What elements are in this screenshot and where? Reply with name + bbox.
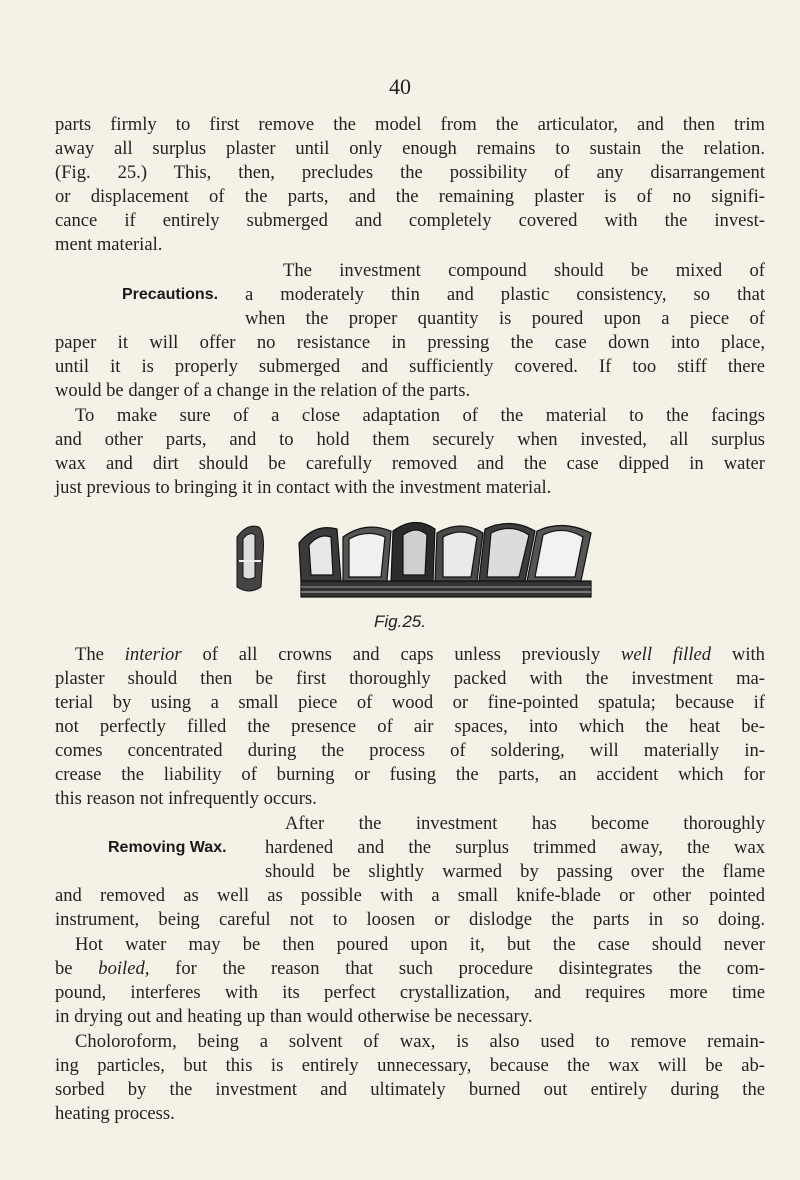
- text-line: away all surplus plaster until only enough remains to sustain the relation.: [55, 138, 765, 159]
- text-line: wax and dirt should be carefully removed and the case dipped in water: [55, 453, 765, 474]
- text-line: this reason not infrequently occurs.: [55, 788, 317, 809]
- text-line: terial by using a small piece of wood or fine-pointed spatula; because if: [55, 692, 765, 713]
- text-line: pound, interferes with its perfect crystallization, and requires more time: [55, 982, 765, 1003]
- single-crown: [237, 526, 264, 591]
- text-line: until it is properly submerged and sufficiently covered. If too stiff there: [55, 356, 765, 377]
- text-line: heating process.: [55, 1103, 175, 1124]
- text-line: (Fig. 25.) This, then, precludes the possibility of any disarrangement: [55, 162, 765, 183]
- text-line: just previous to bringing it in contact with the investment material.: [55, 477, 552, 498]
- side-head-precautions: Precautions.: [122, 286, 219, 303]
- text-line: paper it will offer no resistance in pressing the case down into place,: [55, 332, 765, 353]
- text-line: Choloroform, being a solvent of wax, is also used to remove remain-: [75, 1031, 765, 1052]
- text-line: or displacement of the parts, and the remaining plaster is of no signifi-: [55, 186, 765, 207]
- text-line: and other parts, and to hold them securely when invested, all surplus: [55, 429, 765, 450]
- text-line: crease the liability of burning or fusing the parts, an accident which for: [55, 764, 765, 785]
- text-line: To make sure of a close adaptation of the material to the facings: [75, 405, 765, 426]
- text-line: The investment compound should be mixed of: [283, 260, 765, 281]
- side-head-removing-wax: Removing Wax.: [108, 839, 227, 856]
- figure-25-bridge-illustration: [225, 515, 605, 610]
- text-line: and removed as well as possible with a small knife-blade or other pointed: [55, 885, 765, 906]
- figure-caption: Fig.25.: [374, 612, 426, 631]
- text-line: would be danger of a change in the relation of the parts.: [55, 380, 471, 401]
- text-line: The interior of all crowns and caps unless previously well filled with: [75, 644, 765, 665]
- text-line: comes concentrated during the process of soldering, will materially in-: [55, 740, 765, 761]
- text-line: when the proper quantity is poured upon a piece of: [245, 308, 765, 329]
- text-line: not perfectly filled the presence of air spaces, into which the heat be-: [55, 716, 765, 737]
- text-line: ment material.: [55, 234, 163, 255]
- text-line: should be slightly warmed by passing over the flame: [265, 861, 765, 882]
- text-line: After the investment has become thoroughly: [285, 813, 765, 834]
- text-line: ing particles, but this is entirely unnecessary, because the wax will be ab-: [55, 1055, 765, 1076]
- text-line: plaster should then be first thoroughly packed with the investment ma-: [55, 668, 765, 689]
- text-line: hardened and the surplus trimmed away, the wax: [265, 837, 765, 858]
- text-line: sorbed by the investment and ultimately burned out entirely during the: [55, 1079, 765, 1100]
- page-number: 40: [389, 74, 411, 99]
- text-line: parts firmly to first remove the model from the articulator, and then trim: [55, 114, 765, 135]
- text-line: in drying out and heating up than would otherwise be necessary.: [55, 1006, 533, 1027]
- text-line: a moderately thin and plastic consistency, so that: [245, 284, 765, 305]
- bridge-assembly: [299, 522, 591, 597]
- text-line: be boiled, for the reason that such procedure disintegrates the com-: [55, 958, 766, 979]
- text-line: Hot water may be then poured upon it, but the case should never: [75, 934, 765, 955]
- text-line: instrument, being careful not to loosen or dislodge the parts in so doing.: [55, 909, 765, 930]
- text-line: cance if entirely submerged and completely covered with the invest-: [55, 210, 765, 231]
